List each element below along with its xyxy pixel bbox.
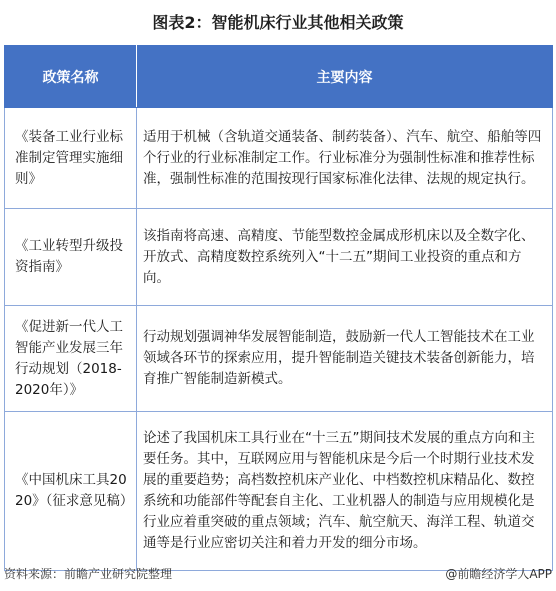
header-policy-name: 政策名称 xyxy=(5,46,137,108)
policy-name-cell: 《中国机床工具2020》（征求意见稿） xyxy=(5,412,137,571)
policy-table-container xyxy=(4,45,552,571)
policy-name-cell: 《装备工业行业标准制定管理实施细则》 xyxy=(5,108,137,209)
table-row xyxy=(5,108,553,209)
table-row xyxy=(5,412,553,571)
policy-table xyxy=(4,45,553,571)
table-row xyxy=(5,209,553,306)
policy-name-cell: 《工业转型升级投资指南》 xyxy=(5,209,137,306)
policy-content-cell: 该指南将高速、高精度、节能型数控金属成形机床以及全数字化、开放式、高精度数控系统列入“十二五”期间工业投资的重点和方向。 xyxy=(137,209,553,306)
page-title: 图表2：智能机床行业其他相关政策 xyxy=(152,13,404,32)
source-note: 资料来源：前瞻产业研究院整理 xyxy=(4,567,173,581)
table-row xyxy=(5,306,553,412)
policy-content-cell: 论述了我国机床工具行业在“十三五”期间技术发展的重点方向和主要任务。其中，互联网应用与智能机床是今后一个时期行业技术发展的重要趋势；高档数控机床产业化、中档数控机床精品化、数控系统和功能部件等配套自主化、工业机器人的制造与应用规模化是行业应着重突破的重点领域；汽车、航空航天、海洋工程、轨道交通等是行业应密切关注和着力开发的细分市场。 xyxy=(137,412,553,571)
header-main-content: 主要内容 xyxy=(137,46,553,108)
credit-note: @前瞻经济学人APP xyxy=(445,567,552,581)
policy-name-cell: 《促进新一代人工智能产业发展三年行动规划（2018-2020年）》 xyxy=(5,306,137,412)
table-header-row xyxy=(5,46,553,108)
policy-content-cell: 行动规划强调神华发展智能制造，鼓励新一代人工智能技术在工业领域各环节的探索应用，提升智能制造关键技术装备创新能力，培育推广智能制造新模式。 xyxy=(137,306,553,412)
policy-content-cell: 适用于机械（含轨道交通装备、制药装备）、汽车、航空、船舶等四个行业的行业标准制定工作。行业标准分为强制性标准和推荐性标准，强制性标准的范围按现行国家标准化法律、法规的规定执行。 xyxy=(137,108,553,209)
